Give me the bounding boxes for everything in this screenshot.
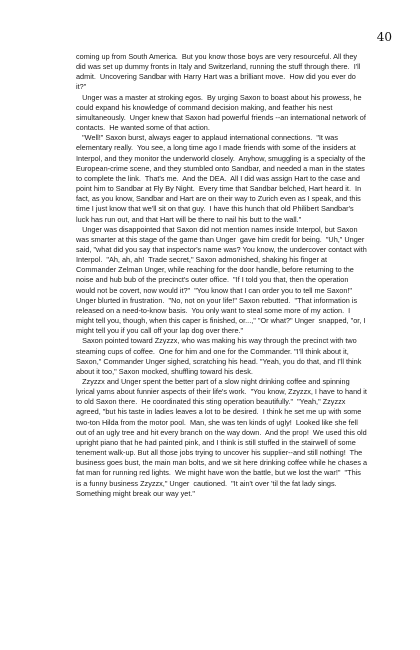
paragraph: "Well!" Saxon burst, always eager to applaud international connections. "It was elementary really. You see, a long time ago I made friends with some of the insiders at Interpol, and they monitor the underworld closely. Anyhow, smuggling is a specialty of the European-crime scene, and they stumbled onto Sandbar, and needed a man in the states to complete the link. That's me. And the DEA. All I did was assign Hart to the case and point him to Sandbar at Fly By Night. Every time that Sandbar belched, Hart heard it. In fact, as you know, Sandbar and Hart are on their way to Zurich even as I speak, and this time I just know that we'll sit on that guy. I have this hunch that old Philibert Sandbar's luck has run out, and that Hart will be there to nail his butt to the wall." [76,133,368,224]
paragraph: Unger was a master at stroking egos. By urging Saxon to boast about his prowess, he could expand his knowledge of command decision making, and feather his nest simultaneously. Unger knew that Saxon had powerful friends --an international network of contacts. He wanted some of that action. [76,92,368,133]
paragraph: Unger was disappointed that Saxon did not mention names inside Interpol, but Saxon was smarter at this stage of the game than Unger gave him credit for being. "Uh," Unger said, "what did you say that inspector's name was? You know, the undercover contact with Interpol. "Ah, ah, ah! Trade secret," Saxon admonished, shaking his finger at Commander Zelman Unger, while reaching for the door handle, before returning to the noise and hub bub of the precinct's outer office. "If I told you that, then the operation would not be covert, now would it?" "You know that I can order you to tell me Saxon!" Unger blurted in frustration. "No, not on your life!" Saxon rebutted. "That information is released on a need-to-know basis. You only want to steal some more of my action. I might tell you, though, when this caper is finished, or...," "Or what?" Unger snapped, "or, I might tell you if you call off your lap dog over there." [76,224,369,336]
paragraph: coming up from South America. But you know those boys are very resourceful. All they did was set up dummy fronts in Italy and Switzerland, running the stuff through there. I'll admit. Uncovering Sandbar with Harry Hart was a brilliant move. How did you ever do it?" [76,52,363,92]
body-text [76,52,368,499]
page-number: 40 [376,30,392,44]
paragraph: Saxon pointed toward Zzyzzx, who was making his way through the precinct with two steaming cups of coffee. One for him and one for the Commander. "I'll think about it, Saxon," Commander Unger sighed, scratching his head. "Yeah, you do that, and I'll think about it too," Saxon mocked, shuffling toward his desk. [76,336,364,376]
paragraph: Zzyzzx and Unger spent the better part of a slow night drinking coffee and spinning lyrical yarns about funnier aspects of their life's work. "You know, Zzyzzx, I have to hand it to old Saxon there. He coordinated this sting operation beautifully." "Yeah," Zzyzzx agreed, "but his taste in ladies leaves a lot to be desired. I think he set me up with some two-ton Hilda from the motor pool. Man, she was ten kinds of ugly! Looked like she fell out of an ugly tree and hit every branch on the way down. And the prop! We used this old upright piano that he had painted pink, and I think is still stuffed in the stairwell of some tenement walk-up. But all those jobs trying to uncover his supplier--and still nothing! The business goes bust, the main man bolts, and we sit here drinking coffee while he chases a fat man for running red lights. We might have won the battle, but we lost the war!" "This is a funny business Zzyzzx," Unger cautioned. "It ain't over 'til the fat lady sings. Something might break our way yet." [76,377,370,498]
